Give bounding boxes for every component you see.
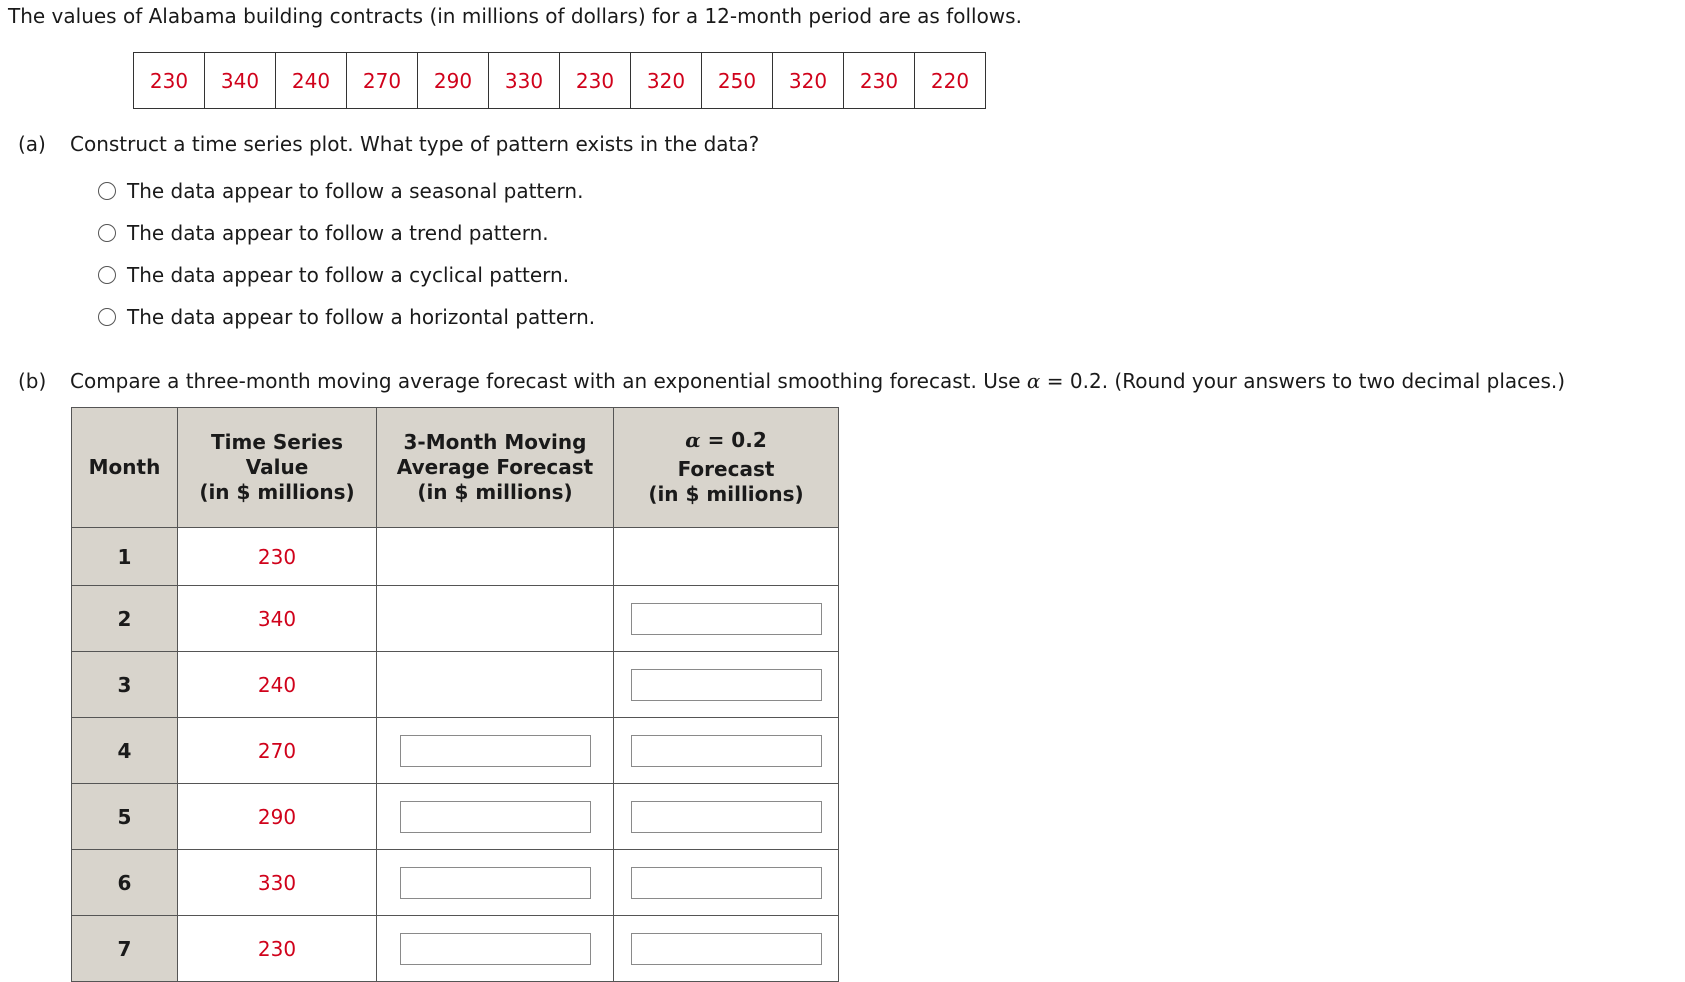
exp-smoothing-cell xyxy=(614,718,839,784)
header-text: Time Series xyxy=(210,430,344,454)
moving-average-cell xyxy=(377,528,614,586)
part-b-label: (b) xyxy=(18,369,47,393)
alpha-symbol: α xyxy=(1026,369,1041,393)
value-cell: 230 xyxy=(134,53,205,109)
month-cell: 7 xyxy=(72,916,178,982)
header-text: (in $ millions) xyxy=(199,480,355,504)
month-cell: 2 xyxy=(72,586,178,652)
ma-forecast-input-month-7[interactable] xyxy=(400,933,591,965)
value-cell: 250 xyxy=(702,53,773,109)
table-row xyxy=(72,586,839,652)
header-row xyxy=(72,408,839,528)
header-alpha-line xyxy=(614,428,838,453)
table-row xyxy=(72,528,839,586)
contract-values-table xyxy=(133,52,986,109)
part-a-question xyxy=(18,132,759,156)
exp-smoothing-cell xyxy=(614,528,839,586)
table-row xyxy=(72,652,839,718)
month-cell: 3 xyxy=(72,652,178,718)
problem-intro: The values of Alabama building contracts (in millions of dollars) for a 12-month period are as follows. xyxy=(8,4,1022,28)
forecast-table xyxy=(71,407,839,982)
table-row xyxy=(72,784,839,850)
option-horizontal[interactable] xyxy=(98,296,595,338)
header-month-text: Month xyxy=(88,455,161,479)
part-a-label: (a) xyxy=(18,132,46,156)
alpha-symbol: α xyxy=(685,428,701,452)
option-cyclical[interactable] xyxy=(98,254,595,296)
pattern-options xyxy=(98,170,595,338)
moving-average-cell xyxy=(377,784,614,850)
value-cell: 240 xyxy=(276,53,347,109)
header-moving-average xyxy=(377,408,614,528)
header-text: (in $ millions) xyxy=(417,480,573,504)
value-cell: 340 xyxy=(205,53,276,109)
part-b-text-after: = 0.2. (Round your answers to two decimal places.) xyxy=(1040,369,1566,393)
time-series-value: 240 xyxy=(178,652,377,718)
time-series-value: 230 xyxy=(178,528,377,586)
radio-button[interactable] xyxy=(98,308,116,326)
header-text: Forecast xyxy=(677,457,775,481)
radio-button[interactable] xyxy=(98,266,116,284)
exp-smoothing-cell xyxy=(614,916,839,982)
value-cell: 230 xyxy=(560,53,631,109)
table-row xyxy=(72,850,839,916)
exp-smoothing-cell xyxy=(614,652,839,718)
radio-button[interactable] xyxy=(98,224,116,242)
radio-button[interactable] xyxy=(98,182,116,200)
table-row xyxy=(72,718,839,784)
value-cell: 320 xyxy=(631,53,702,109)
moving-average-cell xyxy=(377,718,614,784)
part-b-question xyxy=(18,369,1565,393)
header-text: = 0.2 xyxy=(700,428,767,452)
time-series-value: 290 xyxy=(178,784,377,850)
values-row xyxy=(134,53,986,109)
exp-smoothing-cell xyxy=(614,586,839,652)
header-month xyxy=(72,408,178,528)
value-cell: 220 xyxy=(915,53,986,109)
moving-average-cell xyxy=(377,586,614,652)
part-b-text-before: Compare a three-month moving average forecast with an exponential smoothing forecast. Use xyxy=(70,369,1027,393)
month-cell: 1 xyxy=(72,528,178,586)
time-series-value: 270 xyxy=(178,718,377,784)
exp-forecast-input-month-6[interactable] xyxy=(631,867,822,899)
option-seasonal[interactable] xyxy=(98,170,595,212)
month-cell: 5 xyxy=(72,784,178,850)
moving-average-cell xyxy=(377,916,614,982)
month-cell: 4 xyxy=(72,718,178,784)
option-label: The data appear to follow a cyclical pattern. xyxy=(127,263,570,287)
ma-forecast-input-month-5[interactable] xyxy=(400,801,591,833)
month-cell: 6 xyxy=(72,850,178,916)
exp-forecast-input-month-4[interactable] xyxy=(631,735,822,767)
ma-forecast-input-month-4[interactable] xyxy=(400,735,591,767)
exp-smoothing-cell xyxy=(614,850,839,916)
value-cell: 330 xyxy=(489,53,560,109)
moving-average-cell xyxy=(377,652,614,718)
value-cell: 270 xyxy=(347,53,418,109)
header-text: Value xyxy=(245,455,309,479)
exp-forecast-input-month-3[interactable] xyxy=(631,669,822,701)
header-text: (in $ millions) xyxy=(648,482,804,506)
exp-forecast-input-month-2[interactable] xyxy=(631,603,822,635)
value-cell: 320 xyxy=(773,53,844,109)
option-label: The data appear to follow a trend pattern. xyxy=(127,221,549,245)
header-time-series xyxy=(178,408,377,528)
option-label: The data appear to follow a horizontal pattern. xyxy=(127,305,596,329)
option-trend[interactable] xyxy=(98,212,595,254)
ma-forecast-input-month-6[interactable] xyxy=(400,867,591,899)
time-series-value: 330 xyxy=(178,850,377,916)
option-label: The data appear to follow a seasonal pattern. xyxy=(127,179,584,203)
table-row xyxy=(72,916,839,982)
moving-average-cell xyxy=(377,850,614,916)
time-series-value: 230 xyxy=(178,916,377,982)
header-text: Average Forecast xyxy=(396,455,594,479)
value-cell: 290 xyxy=(418,53,489,109)
part-a-text: Construct a time series plot. What type of pattern exists in the data? xyxy=(70,132,760,156)
time-series-value: 340 xyxy=(178,586,377,652)
exp-forecast-input-month-7[interactable] xyxy=(631,933,822,965)
header-text: 3-Month Moving xyxy=(403,430,587,454)
value-cell: 230 xyxy=(844,53,915,109)
exp-forecast-input-month-5[interactable] xyxy=(631,801,822,833)
exp-smoothing-cell xyxy=(614,784,839,850)
header-exp-smoothing xyxy=(614,408,839,528)
